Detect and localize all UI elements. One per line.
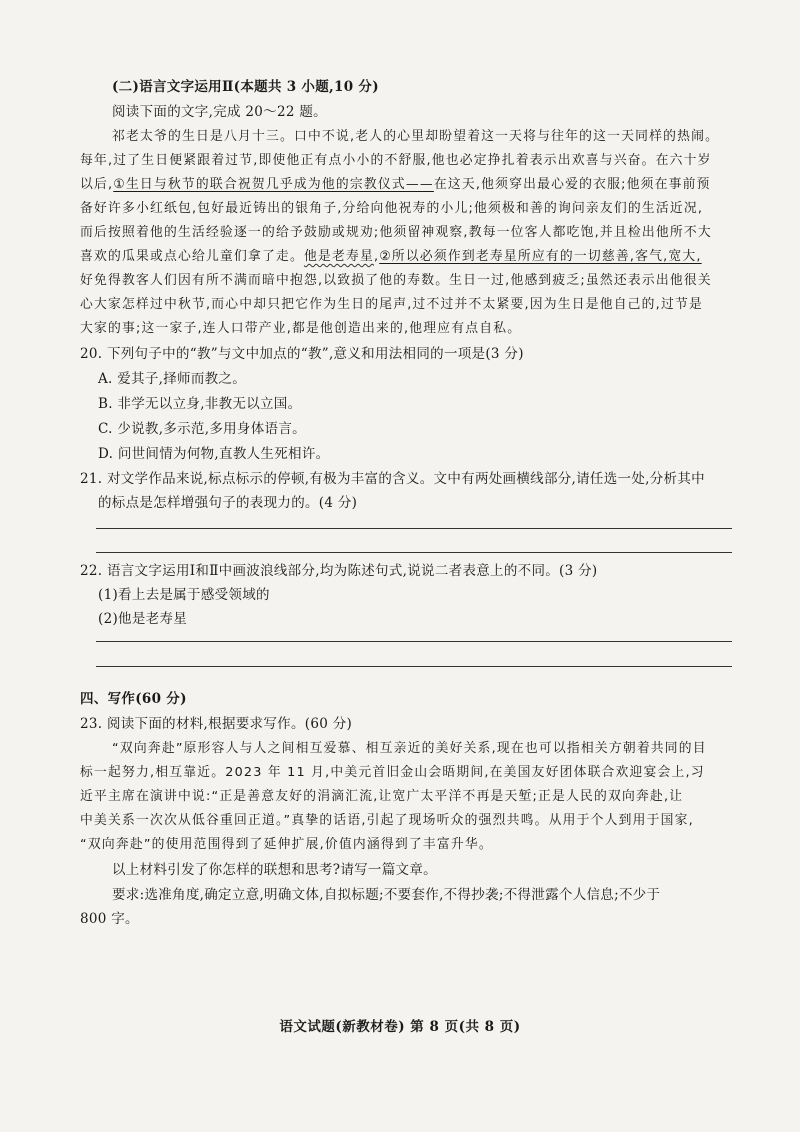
passage-line: 而后按照着他的生活经验逐一的给予鼓励或规劝;他须留神观察,教每一位客人都吃饱,并且检出他所不大	[80, 225, 712, 240]
question-20-stem: 20. 下列句子中的“教”与文中加点的“教”,意义和用法相同的一项是(3 分)	[80, 346, 524, 362]
material-line: 标一起努力,相互靠近。2023 年 11 月,中美元首旧金山会晤期间,在美国友好团体联合欢迎宴会上,习	[80, 765, 705, 780]
material-line: “双向奔赴”的使用范围得到了延伸扩展,价值内涵得到了丰富升华。	[80, 837, 493, 852]
passage-line: 备好许多小红纸包,包好最近铸出的银角子,分给向他祝寿的小儿;他须极和善的询问亲友们的生活近况,	[80, 201, 704, 216]
writing-requirements-cont: 800 字。	[80, 911, 139, 927]
section-4-title: 四、写作(60 分)	[80, 691, 187, 707]
passage-line	[80, 176, 711, 194]
section-2-instruction: 阅读下面的文字,完成 20～22 题。	[112, 104, 327, 120]
passage-line: 大家的事;这一家子,连人口带产业,都是他创造出来的,他理应有点自私。	[80, 321, 522, 336]
passage-line: 心大家怎样过中秋节,而心中却只把它作为生日的尾声,过不过并不太紧要,因为生日是他自己的,过节是	[80, 297, 703, 312]
wavy-underlined-phrase: 他是老寿星	[303, 249, 374, 264]
question-21-stem: 21. 对文学作品来说,标点标示的停顿,有极为丰富的含义。文中有两处画横线部分,请任选一处,分析其中	[80, 471, 705, 487]
passage-line: 好免得教客人们因有所不满而暗中抱怨,以致损了他的寿数。生日一过,他感到疲乏;虽然还表示出他很关	[80, 273, 712, 288]
passage-line: 祁老太爷的生日是八月十三。口中不说,老人的心里却盼望着这一天将与往年的这一天同样的热闹。	[112, 129, 720, 144]
material-line: “双向奔赴”原形容人与人之间相互爱慕、相互亲近的美好关系,现在也可以指相关方朝着共同的目	[112, 741, 707, 756]
question-22-stem: 22. 语言文字运用Ⅰ和Ⅱ中画波浪线部分,均为陈述句式,说说二者表意上的不同。(3 分)	[80, 563, 598, 579]
passage-text: 以后,	[80, 177, 114, 192]
writing-requirements: 要求:选准角度,确定立意,明确文体,自拟标题;不要套作,不得抄袭;不得泄露个人信息;不少于	[112, 887, 661, 903]
question-23-stem: 23. 阅读下面的材料,根据要求写作。(60 分)	[80, 716, 353, 732]
page-footer: 语文试题(新教材卷) 第 8 页(共 8 页)	[279, 1019, 521, 1035]
question-20-option-a: A. 爱其子,择师而教之。	[98, 371, 247, 387]
question-20-option-d: D. 问世间情为何物,直教人生死相许。	[98, 446, 330, 462]
material-line: 近平主席在演讲中说:“正是善意友好的涓滴汇流,让宽广太平洋不再是天堑;正是人民的双向奔赴,让	[80, 789, 684, 804]
question-20-option-b: B. 非学无以立身,非教无以立国。	[98, 396, 302, 412]
question-20-option-c: C. 少说教,多示范,多用身体语言。	[98, 421, 306, 437]
section-2-title: (二)语言文字运用Ⅱ(本题共 3 小题,10 分)	[112, 79, 379, 95]
answer-line[interactable]	[96, 666, 732, 667]
underlined-sentence-2: ②所以必须作到老寿星所应有的一切慈善,客气,宽大,	[379, 249, 702, 264]
question-22-item-1: (1)看上去是属于感受领域的	[98, 587, 270, 603]
question-21-stem-cont: 的标点是怎样增强句子的表现力的。(4 分)	[98, 495, 358, 511]
material-line: 中美关系一次次从低谷重回正道。”真挚的话语,引起了现场听众的强烈共鸣。从用于个人到用于国家,	[80, 813, 694, 828]
answer-line[interactable]	[96, 552, 732, 553]
question-22-item-2: (2)他是老寿星	[98, 611, 188, 627]
passage-text: 喜欢的瓜果或点心给儿童们拿了走。	[80, 249, 304, 264]
writing-prompt: 以上材料引发了你怎样的联想和思考?请写一篇文章。	[112, 862, 437, 878]
passage-text: 在这天,他须穿出最心爱的衣服;他须在事前预	[433, 177, 711, 192]
passage-text: ,	[373, 249, 380, 264]
answer-line[interactable]	[96, 641, 732, 642]
answer-line[interactable]	[96, 528, 732, 529]
passage-line: 每年,过了生日便紧跟着过节,即使他正有点小小的不舒服,他也必定挣扎着表示出欢喜与兴奋。在六十岁	[80, 153, 712, 168]
underlined-sentence-1: ①生日与秋节的联合祝贺几乎成为他的宗教仪式——	[113, 177, 434, 192]
passage-line	[80, 248, 702, 266]
